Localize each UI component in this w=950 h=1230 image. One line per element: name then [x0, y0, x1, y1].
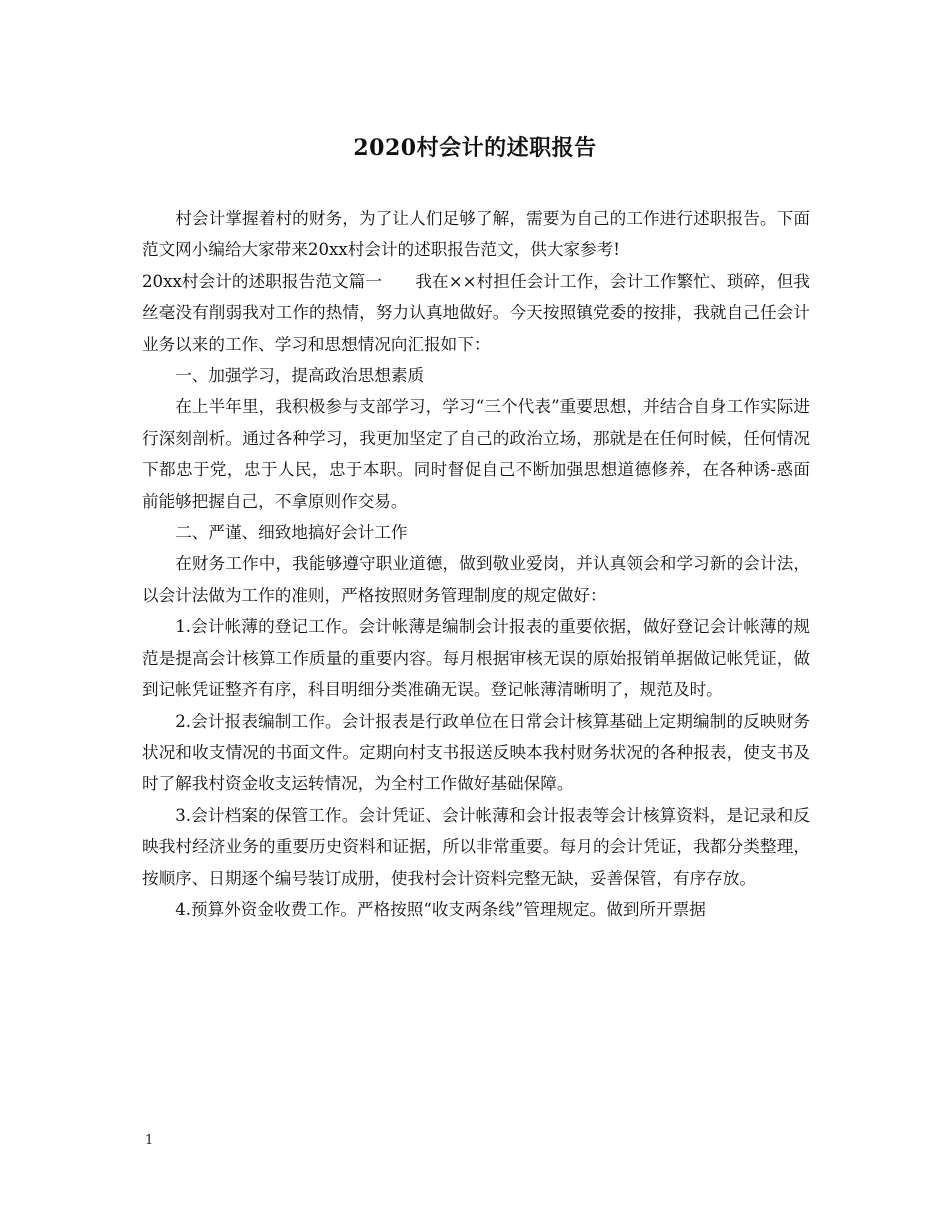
paragraph-accounting-intro: 在财务工作中，我能够遵守职业道德，做到敬业爱岗，并认真领会和学习新的会计法，以会计法做为工作的准则，严格按照财务管理制度的规定做好： — [142, 554, 810, 605]
page-number: 1 — [145, 1133, 154, 1148]
paragraph-fees: 4.预算外资金收费工作。严格按照“收支两条线”管理规定。做到所开票据 — [175, 899, 706, 919]
section-heading-study: 一、加强学习，提高政治思想素质 — [175, 366, 425, 386]
paragraph-sample-one: 20xx村会计的述职报告范文篇一 我在××村担任会计工作，会计工作繁忙、琐碎，但我丝毫没有削弱我对工作的热情，努力认真地做好。今天按照镇党委的按排，我就自己任会计业务以来的工作、学习和思想情况向汇报如下： — [142, 271, 810, 354]
paragraph-intro: 村会计掌握着村的财务，为了让人们足够了解，需要为自己的工作进行述职报告。下面范文网小编给大家带来20xx村会计的述职报告范文，供大家参考! — [142, 209, 810, 260]
paragraph-ledger: 1.会计帐薄的登记工作。会计帐薄是编制会计报表的重要依据，做好登记会计帐薄的规范是提高会计核算工作质量的重要内容。每月根据审核无误的原始报销单据做记帐凭证，做到记帐凭证整齐有序，科目明细分类准确无误。登记帐薄清晰明了，规范及时。 — [142, 617, 810, 700]
document-body — [142, 203, 810, 925]
paragraph-reports: 2.会计报表编制工作。会计报表是行政单位在日常会计核算基础上定期编制的反映财务状况和收支情况的书面文件。定期向村支书报送反映本我村财务状况的各种报表，使支书及时了解我村资金收支运转情况，为全村工作做好基础保障。 — [142, 711, 810, 794]
paragraph-archives: 3.会计档案的保管工作。会计凭证、会计帐薄和会计报表等会计核算资料，是记录和反映我村经济业务的重要历史资料和证据，所以非常重要。每月的会计凭证，我都分类整理，按顺序、日期逐个编号装订成册，使我村会计资料完整无缺，妥善保管，有序存放。 — [142, 805, 810, 888]
paragraph-study: 在上半年里，我积极参与支部学习，学习“三个代表”重要思想，并结合自身工作实际进行深刻剖析。通过各种学习，我更加坚定了自己的政治立场，那就是在任何时候，任何情况下都忠于党，忠于人民，忠于本职。同时督促自己不断加强思想道德修养，在各种诱-惑面前能够把握自己，不拿原则作交易。 — [142, 397, 810, 511]
document-title: 2020村会计的述职报告 — [353, 135, 597, 161]
section-heading-accounting: 二、严谨、细致地搞好会计工作 — [175, 523, 408, 543]
